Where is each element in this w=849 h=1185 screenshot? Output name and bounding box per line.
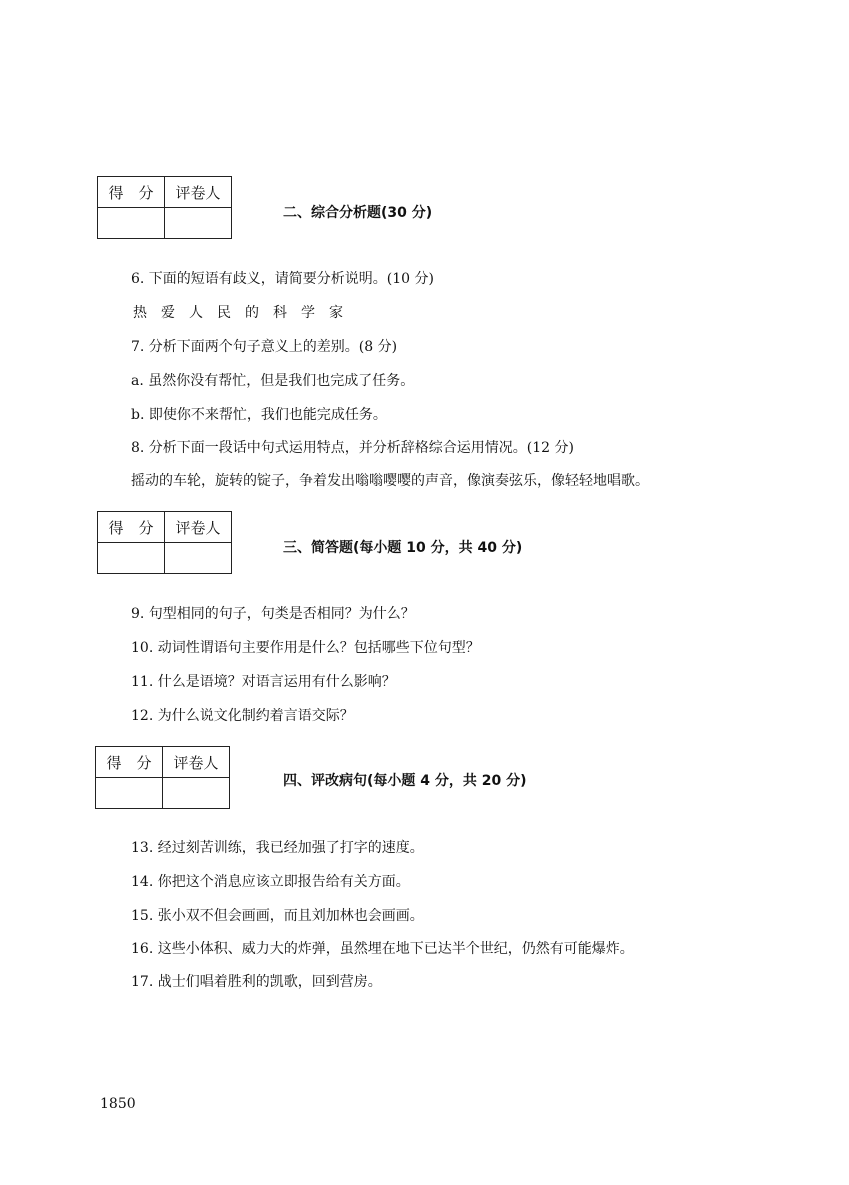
question-11: 11. 什么是语境？对语言运用有什么影响？: [131, 674, 396, 690]
score-cell: [98, 543, 165, 574]
score-header: 得 分: [96, 747, 163, 778]
grader-cell: [165, 208, 232, 239]
grader-header: 评卷人: [163, 747, 230, 778]
question-8: 8. 分析下面一段话中句式运用特点，并分析辞格综合运用情况。(12 分): [131, 440, 574, 456]
grader-header: 评卷人: [165, 512, 232, 543]
section-title: 四、评改病句(每小题 4 分，共 20 分): [283, 773, 527, 789]
question-6: 6. 下面的短语有歧义，请简要分析说明。(10 分): [131, 271, 434, 287]
score-header: 得 分: [98, 512, 165, 543]
question-16: 16. 这些小体积、威力大的炸弹，虽然埋在地下已达半个世纪，仍然有可能爆炸。: [131, 941, 634, 957]
score-cell: [98, 208, 165, 239]
grader-cell: [163, 778, 230, 809]
question-15: 15. 张小双不但会画画，而且刘加林也会画画。: [131, 908, 424, 924]
grader-header: 评卷人: [165, 177, 232, 208]
question-8-passage: 摇动的车轮，旋转的锭子，争着发出嗡嗡嘤嘤的声音，像演奏弦乐，像轻轻地唱歌。: [131, 473, 649, 489]
score-table-section-4: [95, 746, 230, 809]
score-table-section-2: [97, 176, 232, 239]
question-7a: a. 虽然你没有帮忙，但是我们也完成了任务。: [131, 373, 415, 389]
section-title: 三、简答题(每小题 10 分，共 40 分): [283, 540, 523, 556]
grader-cell: [165, 543, 232, 574]
question-10: 10. 动词性谓语句主要作用是什么？包括哪些下位句型？: [131, 640, 480, 656]
question-13: 13. 经过刻苦训练，我已经加强了打字的速度。: [131, 840, 424, 856]
question-7: 7. 分析下面两个句子意义上的差别。(8 分): [131, 339, 398, 355]
score-header: 得 分: [98, 177, 165, 208]
question-14: 14. 你把这个消息应该立即报告给有关方面。: [131, 874, 410, 890]
page-number: 1850: [100, 1096, 136, 1112]
score-cell: [96, 778, 163, 809]
question-12: 12. 为什么说文化制约着言语交际？: [131, 708, 354, 724]
question-17: 17. 战士们唱着胜利的凯歌，回到营房。: [131, 974, 382, 990]
section-title: 二、综合分析题(30 分): [283, 205, 433, 221]
question-7b: b. 即使你不来帮忙，我们也能完成任务。: [131, 407, 387, 423]
question-6-phrase: 热爱人民的科学家: [133, 305, 357, 321]
question-9: 9. 句型相同的句子，句类是否相同？为什么？: [131, 606, 415, 622]
score-table-section-3: [97, 511, 232, 574]
